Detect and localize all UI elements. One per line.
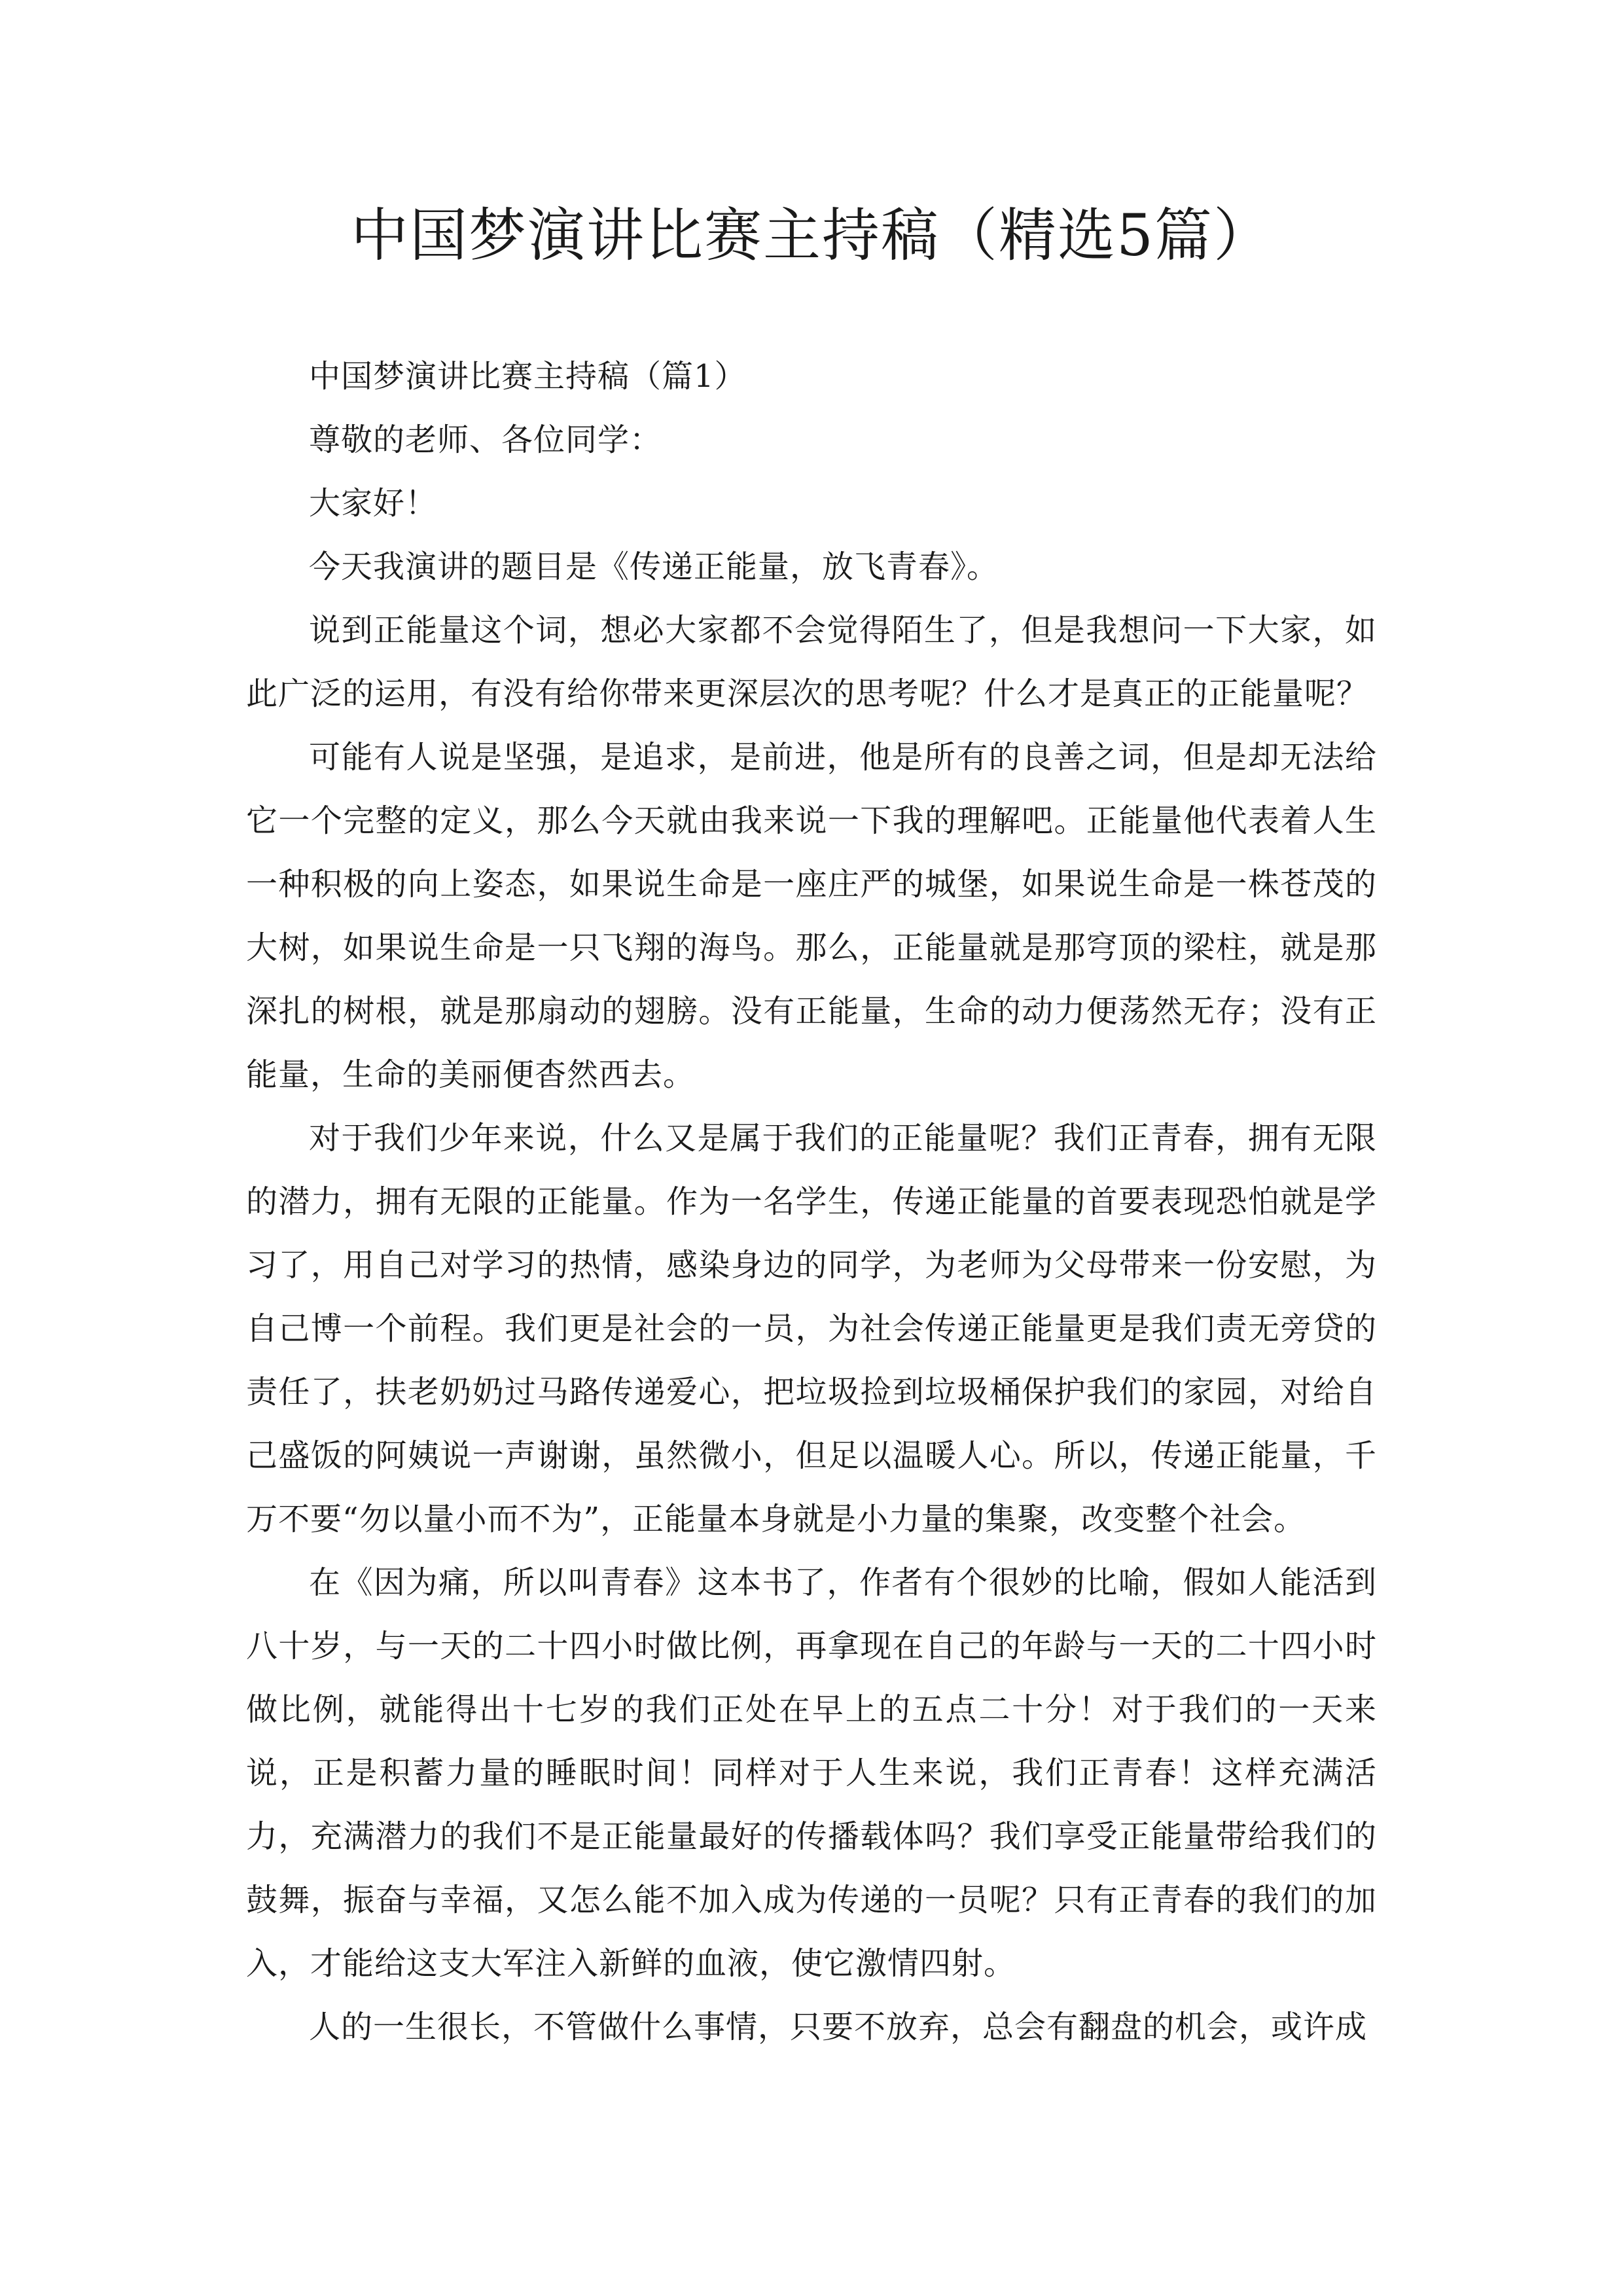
speech-topic: 今天我演讲的题目是《传递正能量，放飞青春》。: [309, 548, 999, 585]
paragraph: 在《因为痛，所以叫青春》这本书了，作者有个很妙的比喻，假如人能活到八十岁，与一天的二十四小时做比例，再拿现在自己的年龄与一天的二十四小时做比例，就能得出十七岁的我们正处在早上的五点二十分！对于我们的一天来说，正是积蓄力量的睡眠时间！同样对于人生来说，我们正青春！这样充满活力，充满潜力的我们不是正能量最好的传播载体吗？我们享受正能量带给我们的鼓舞，振奋与幸福，又怎么能不加入成为传递的一员呢？只有正青春的我们的加入，才能给这支大军注入新鲜的血液，使它激情四射。: [246, 1564, 1377, 1982]
greeting: 大家好！: [309, 485, 438, 522]
paragraph: 说到正能量这个词，想必大家都不会觉得陌生了，但是我想问一下大家，如此广泛的运用，有没有给你带来更深层次的思考呢？什么才是真正的正能量呢？: [246, 612, 1377, 712]
paragraph: 人的一生很长，不管做什么事情，只要不放弃，总会有翻盘的机会，或许成: [309, 2009, 1368, 2045]
section-heading: 中国梦演讲比赛主持稿（篇1）: [309, 358, 747, 395]
paragraph: 对于我们少年来说，什么又是属于我们的正能量呢？我们正青春，拥有无限的潜力，拥有无限的正能量。作为一名学生，传递正能量的首要表现恐怕就是学习了，用自己对学习的热情，感染身边的同学，为老师为父母带来一份安慰，为自己博一个前程。我们更是社会的一员，为社会传递正能量更是我们责无旁贷的责任了，扶老奶奶过马路传递爱心，把垃圾捡到垃圾桶保护我们的家园，对给自己盛饭的阿姨说一声谢谢，虽然微小，但足以温暖人心。所以，传递正能量，千万不要“勿以量小而不为”，正能量本身就是小力量的集聚，改变整个社会。: [246, 1120, 1377, 1537]
document-body: [246, 345, 1377, 2059]
salutation: 尊敬的老师、各位同学：: [309, 422, 662, 458]
paragraph: 可能有人说是坚强，是追求，是前进，他是所有的良善之词，但是却无法给它一个完整的定义，那么今天就由我来说一下我的理解吧。正能量他代表着人生一种积极的向上姿态，如果说生命是一座庄严的城堡，如果说生命是一株苍茂的大树，如果说生命是一只飞翔的海鸟。那么，正能量就是那穹顶的梁柱，就是那深扎的树根，就是那扇动的翅膀。没有正能量，生命的动力便荡然无存；没有正能量，生命的美丽便杳然西去。: [246, 739, 1377, 1093]
document-title: 中国梦演讲比赛主持稿（精选5篇）: [351, 202, 1272, 269]
